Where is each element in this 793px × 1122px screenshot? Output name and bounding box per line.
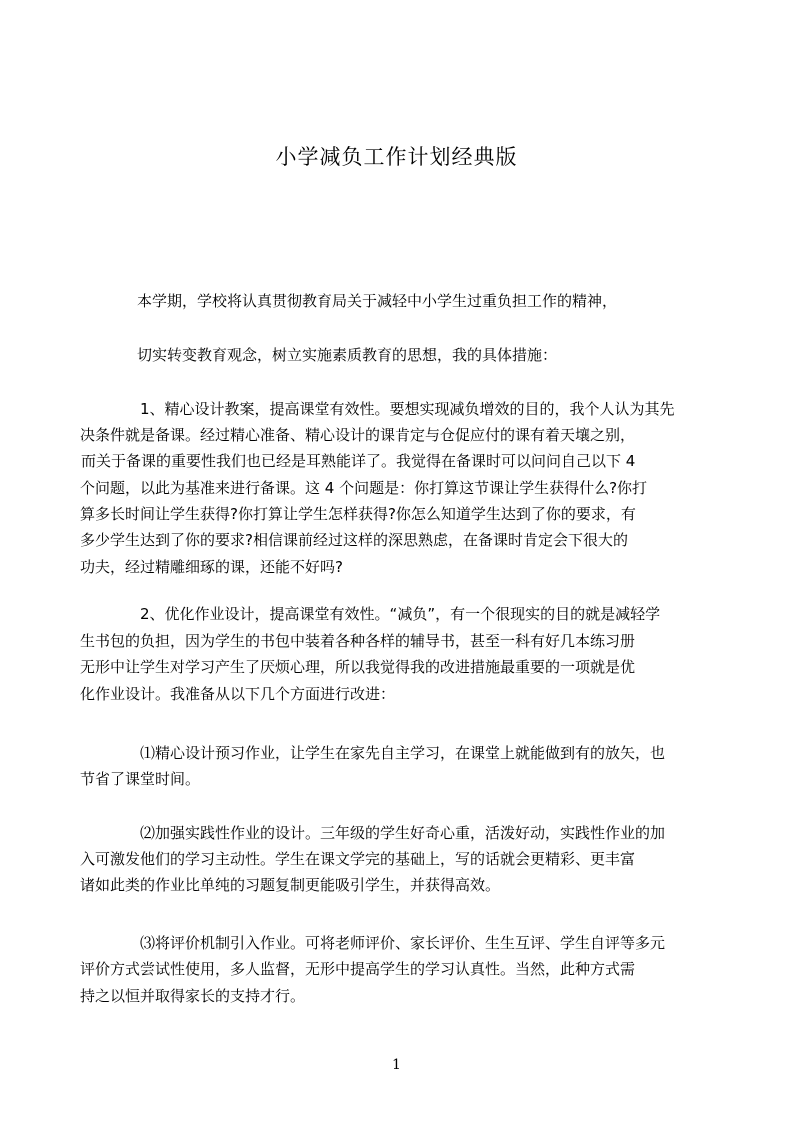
text-line: 功夫，经过精雕细琢的课，还能不好吗? [80, 558, 343, 576]
text-line: 算多长时间让学生获得?你打算让学生怎样获得?你怎么知道学生达到了你的要求，有 [80, 505, 636, 523]
text-line: 多少学生达到了你的要求?相信课前经过这样的深思熟虑，在备课时肯定会下很大的 [80, 531, 628, 549]
text-line: 个问题，以此为基准来进行备课。这 4 个问题是：你打算这节课让学生获得什么?你打 [80, 479, 648, 497]
text-line: ⑴精心设计预习作业，让学生在家先自主学习，在课堂上就能做到有的放矢，也 [140, 744, 666, 762]
text-line: 2、优化作业设计，提高课堂有效性。“减负”，有一个很现实的目的就是减轻学 [140, 605, 661, 623]
text-line: 节省了课堂时间。 [80, 770, 201, 788]
text-line: 本学期，学校将认真贯彻教育局关于减轻中小学生过重负担工作的精神， [137, 292, 618, 310]
page-number: 1 [392, 1057, 401, 1073]
text-line: ⑵加强实践性作业的设计。三年级的学生好奇心重，活泼好动，实践性作业的加 [140, 824, 666, 842]
text-line: 诸如此类的作业比单纯的习题复制更能吸引学生，并获得高效。 [80, 876, 501, 894]
text-line: 无形中让学生对学习产生了厌烦心理，所以我觉得我的改进措施最重要的一项就是优 [80, 658, 636, 676]
text-line: 切实转变教育观念，树立实施素质教育的思想，我的具体措施： [137, 346, 558, 364]
text-line: 化作业设计。我准备从以下几个方面进行改进： [80, 685, 396, 703]
text-line: 持之以恒并取得家长的支持才行。 [80, 987, 306, 1005]
text-line: 生书包的负担，因为学生的书包中装着各种各样的辅导书，甚至一科有好几本练习册 [80, 632, 636, 650]
text-line: ⑶将评价机制引入作业。可将老师评价、家长评价、生生互评、学生自评等多元 [140, 934, 666, 952]
text-line: 而关于备课的重要性我们也已经是耳熟能详了。我觉得在备课时可以问问自己以下 4 [81, 452, 636, 470]
text-line: 1、精心设计教案，提高课堂有效性。要想实现减负增效的目的，我个人认为其先 [140, 400, 675, 418]
text-line: 决条件就是备课。经过精心准备、精心设计的课肯定与仓促应付的课有着天壤之别， [80, 426, 636, 444]
document-title: 小学减负工作计划经典版 [275, 145, 518, 169]
text-line: 入可激发他们的学习主动性。学生在课文学完的基础上，写的话就会更精彩、更丰富 [80, 850, 636, 868]
text-line: 评价方式尝试性使用，多人监督，无形中提高学生的学习认真性。当然，此种方式需 [80, 960, 636, 978]
